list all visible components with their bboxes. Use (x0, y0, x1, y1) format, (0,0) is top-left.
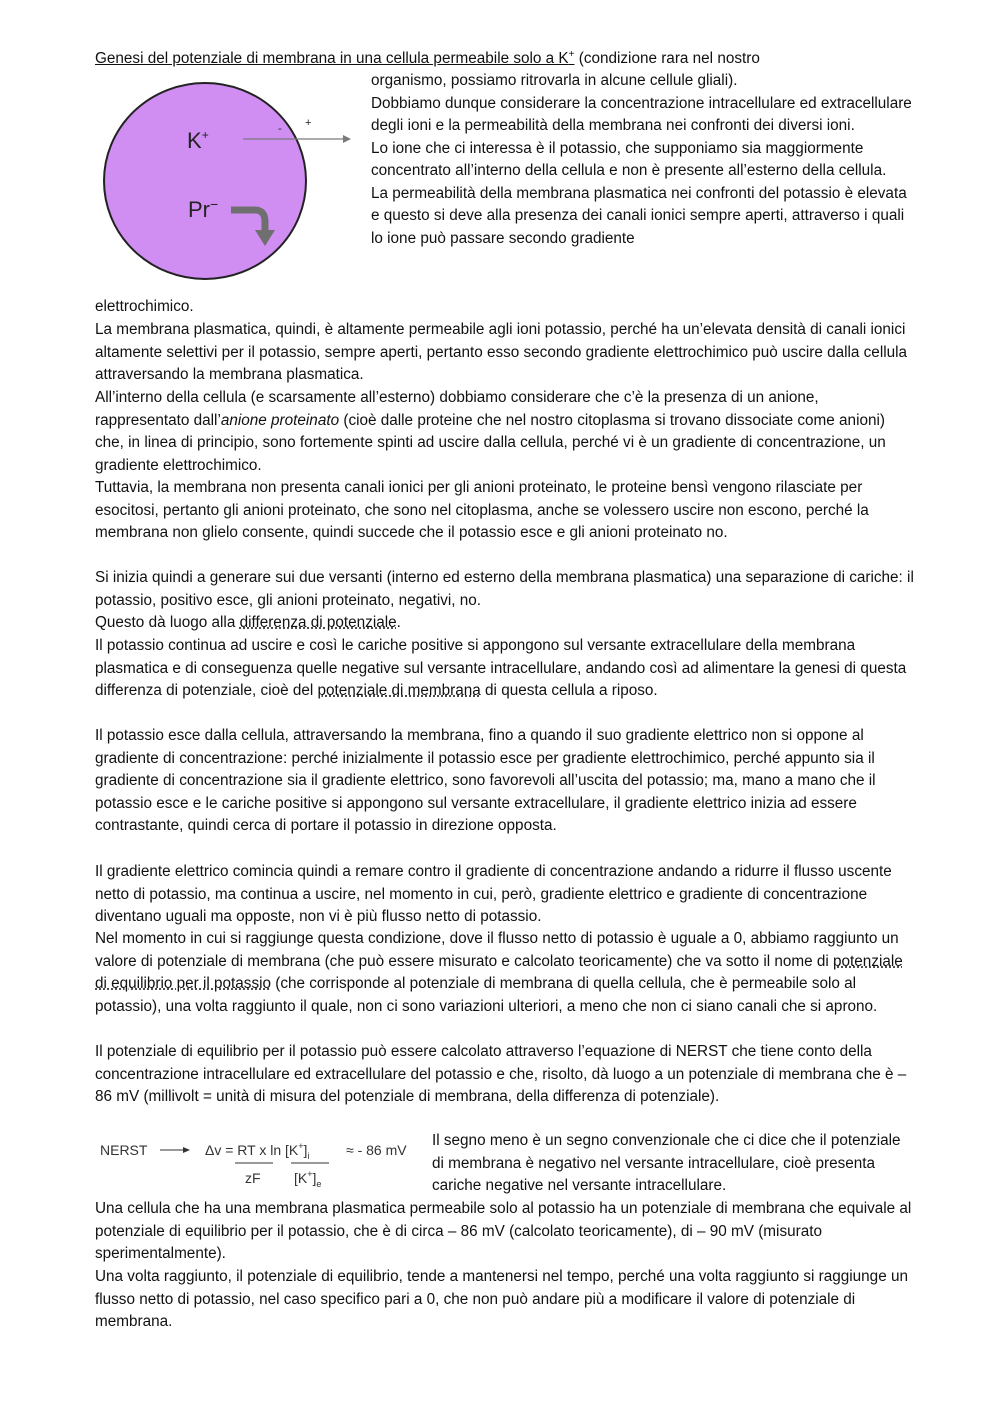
equation-den-right: $[K^+]_e$ (294, 1169, 322, 1189)
cell-body (104, 83, 306, 279)
emphasis-anione: anione proteinato (220, 411, 340, 429)
paragraph-0: elettrochimico. (95, 298, 194, 315)
side-line-1: organismo, possiamo ritrovarla in alcune cellule gliali). (371, 72, 738, 89)
paragraph-11: Una cellula che ha una membrana plasmatica permeabile solo al potassio ha un potenziale di membrana che equivale al potenziale di equilibrio per il potassio, che è di circa – 86 mV (calcolato teoricamente), di – 90 mV (misurato sperimentalmente). (95, 1200, 912, 1262)
paragraph-12: Una volta raggiunto, il potenziale di equilibrio, tende a mantenersi nel tempo, perché una volta raggiunto si raggiunge un flusso netto di potassio, nel caso specifico pari a 0, che non può andare più a modificare il valore di potenziale di membrana. (95, 1268, 908, 1330)
efflux-arrowhead (343, 135, 351, 143)
side-text (371, 70, 916, 250)
equation-note: Il segno meno è un segno convenzionale che ci dice che il potenziale di membrana è negativo nel versante intracellulare, cioè presenta cariche negative nel versante intracellulare. (432, 1132, 901, 1194)
nernst-label: NERST (100, 1142, 148, 1158)
ion-k-label: K+ (187, 128, 209, 153)
minus-sign: - (278, 123, 282, 135)
section-heading (95, 48, 915, 71)
term-differenza: differenza di potenziale (239, 614, 397, 631)
equation-lhs: Δv = RT x $\ln [K^+]_i$ (205, 1141, 310, 1161)
paragraph-4: Si inizia quindi a generare sui due versanti (interno ed esterno della membrana plasmatica) una separazione di cariche: il potassio, positivo esce, gli anioni proteinato, negativi, no. (95, 569, 914, 609)
side-line-2: Dobbiamo dunque considerare la concentrazione intracellulare ed extracellulare degli ioni e la permeabilità della membrana nei confronti dei diversi ioni. (371, 94, 912, 134)
paragraph-6: Il potassio continua ad uscire e così le cariche positive si appongono sul versante extracellulare della membrana plasmatica e di conseguenza quelle negative sul versante intracellulare, andando così ad alimentare la genesi di questa differenza di potenziale, cioè del potenziale di membrana di questa cellula a riposo. (95, 637, 907, 699)
paragraph-9: Nel momento in cui si raggiunge questa condizione, dove il flusso netto di potassio è uguale a 0, abbiamo raggiunto un valore di potenziale di membrana (che può essere misurato e calcolato teoricamente) che va sotto il nome di potenziale di equilibrio per il potassio (che corrisponde al potenziale di membrana di quella cellula, che è permeabile solo al potassio), una volta raggiunto il quale, non ci sono variazioni ulteriori, a meno che non ci siano canali che si aprono. (95, 930, 903, 1015)
paragraph-7: Il potassio esce dalla cellula, attraversando la membrana, fino a quando il suo gradiente elettrico non si oppone al gradiente di concentrazione: perché inizialmente il potassio esce per gradiente elettrochimico, perché appunto sia il gradiente di concentrazione sia il gradiente elettrico, sono favorevoli all’uscita del potassio; ma, mano a mano che il potassio esce e le cariche positive si appongono sul versante extracellulare, il gradiente elettrico inizia ad essere contrastante, quindi cerca di portare il potassio in direzione opposta. (95, 727, 876, 834)
paragraph-5: Questo dà luogo alla differenza di potenziale. (95, 614, 401, 631)
cell-diagram (95, 74, 357, 288)
equation-result: ≈ - 86 mV (346, 1142, 407, 1158)
paragraph-2: All’interno della cellula (e scarsamente all’esterno) dobbiamo considerare che c’è la presenza di un anione, rappresentato dall’anione proteinato (cioè dalle proteine che nel nostro citoplasma si trovano dissociate come anioni) che, in linea di principio, sono fortemente spinti ad uscire dalla cellula, perché vi è un gradiente di concentrazione, un gradiente elettrochimico. (95, 389, 886, 474)
nernst-equation (95, 1132, 425, 1194)
ion-pr-label: Pr− (188, 196, 219, 222)
side-line-4: La permeabilità della membrana plasmatica nei confronti del potassio è elevata e questo si deve alla presenza dei canali ionici sempre aperti, attraverso i quali lo ione può passare secondo gradiente (371, 184, 907, 247)
paragraph-10: Il potenziale di equilibrio per il potassio può essere calcolato attraverso l’equazione di NERST che tiene conto della concentrazione intracellulare ed extracellulare del potassio e che, risolto, dà luogo a un potenziale di membrana che è – 86 mV (millivolt = unità di misura del potenziale di membrana, della differenza di potenziale). (95, 1043, 907, 1105)
nernst-arrowhead (183, 1147, 190, 1153)
cell-figure (95, 74, 357, 288)
term-equilibrio: potenziale di equilibrio per il potassio (95, 952, 903, 992)
equation-den-left: zF (245, 1170, 261, 1186)
paragraph-1: La membrana plasmatica, quindi, è altamente permeabile agli ioni potassio, perché ha un’elevata densità di canali ionici altamente selettivi per il potassio, sempre aperti, pertanto esso secondo gradiente elettrochimico può uscire dalla cellula attraversando la membrana plasmatica. (95, 321, 908, 383)
side-line-3: Lo ione che ci interessa è il potassio, che supponiamo sia maggiormente concentrato all’interno della cellula e non è presente all’esterno della cellula. (371, 139, 887, 179)
plus-sign: + (305, 117, 312, 129)
heading-title: Genesi del potenziale di membrana in una cellula permeabile solo a K+ (95, 48, 575, 67)
heading-note: (condizione rara nel nostro (574, 50, 760, 67)
paragraph-3: Tuttavia, la membrana non presenta canali ionici per gli anioni proteinato, le proteine bensì vengono rilasciate per esocitosi, pertanto gli anioni proteinato, che sono nel citoplasma, anche se volessero uscire non escono, perché la membrana non glielo consente, quindi succede che il potassio esce e gli anioni proteinato no. (95, 479, 869, 541)
equation-graphic (95, 1132, 425, 1194)
term-potenziale: potenziale di membrana (317, 682, 481, 699)
paragraph-8: Il gradiente elettrico comincia quindi a remare contro il gradiente di concentrazione andando a ridurre il flusso uscente netto di potassio, ma continua a uscire, nel momento in cui, però, gradiente elettrico e gradiente di concentrazione diventano uguali ma opposte, non vi è più flusso netto di potassio. (95, 863, 892, 925)
